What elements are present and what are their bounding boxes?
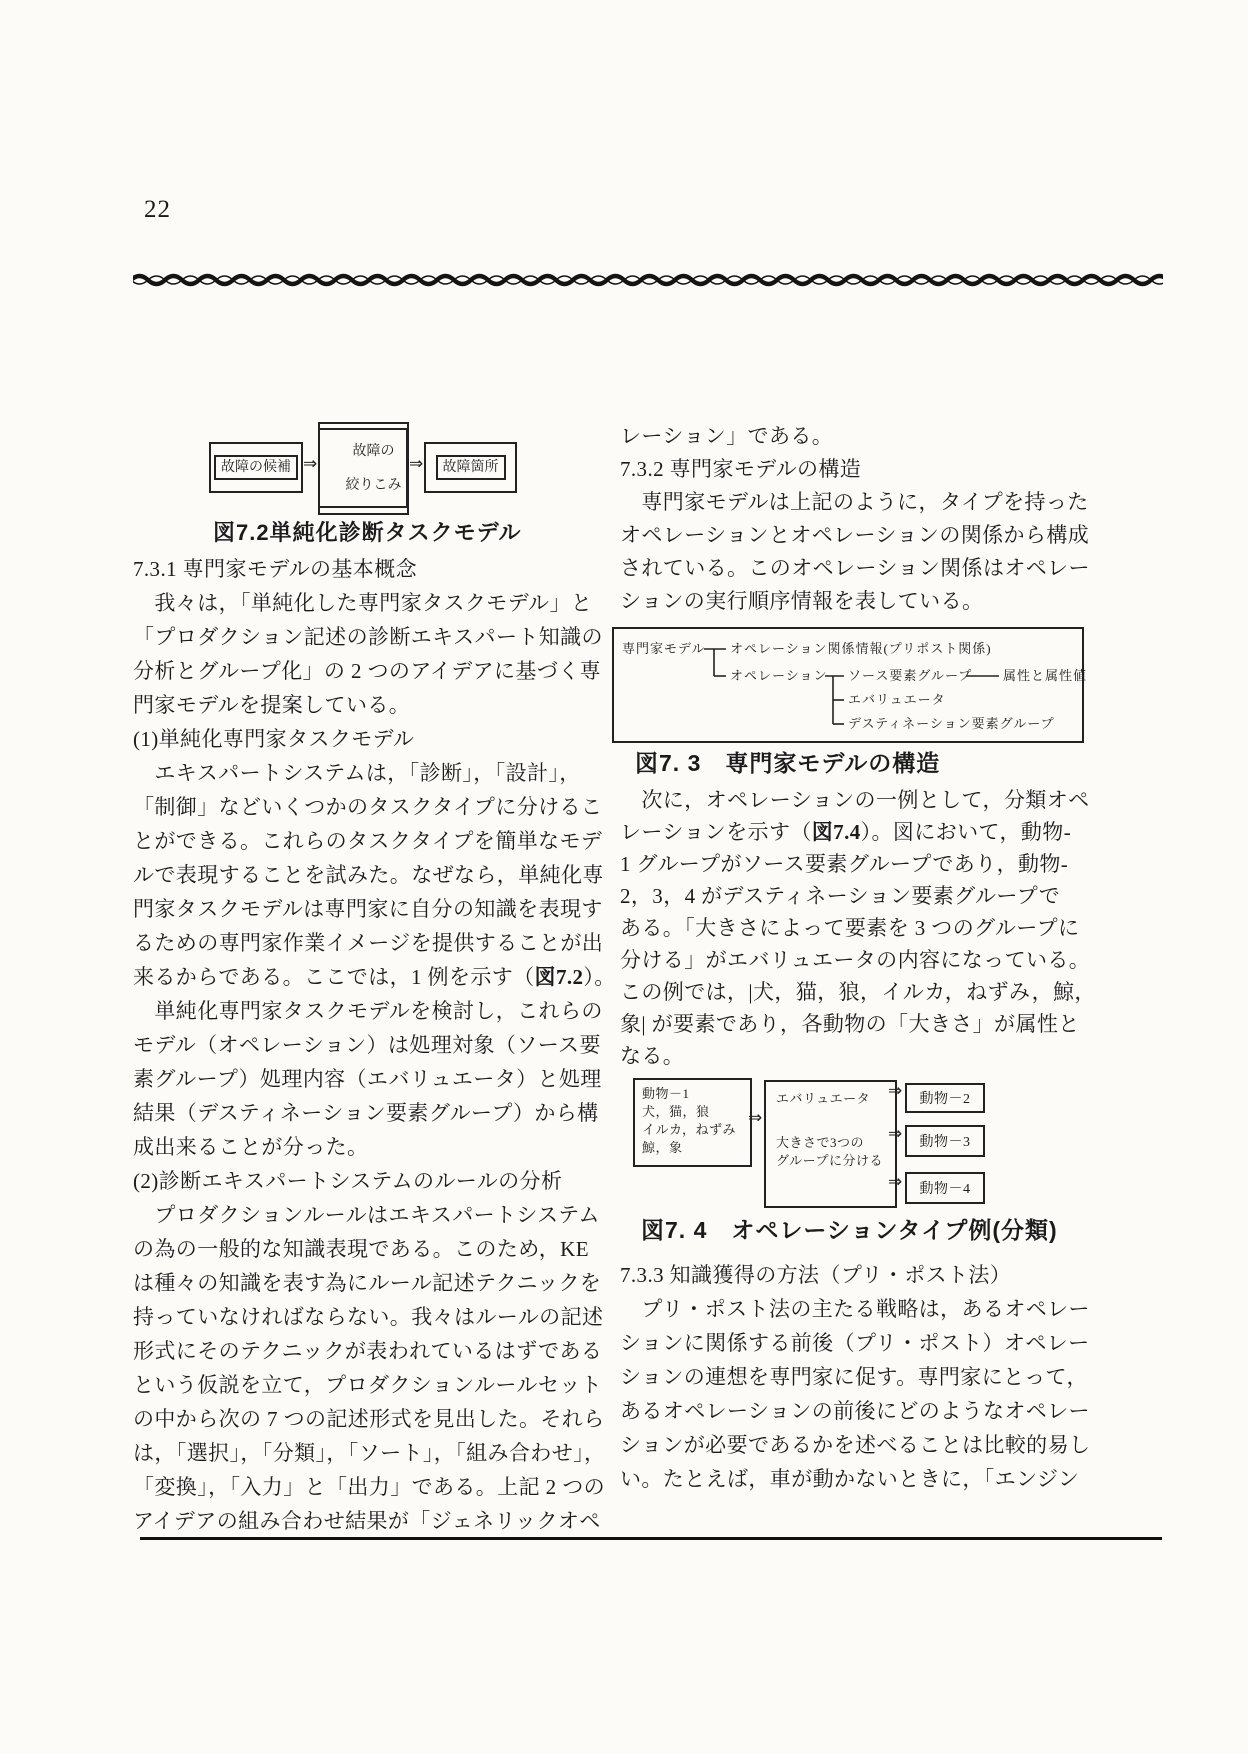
arrow-right-icon: ⇒ [748, 1108, 763, 1128]
text-line: ションが必要であるかを述べることは比較的易し [620, 1433, 1091, 1457]
text-line: 分ける」がエバリュエータの内容になっている。 [620, 948, 1091, 972]
fig72-box-fault-candidates [209, 442, 303, 493]
fig73-panel [612, 627, 1088, 743]
fig74-source-items: 犬，猫，狼 [642, 1104, 710, 1119]
text-line: プリ・ポスト法の主たる戦略は，あるオペレー [620, 1297, 1090, 1321]
text-line: 形式にそのテクニックが表われているはずである [133, 1339, 603, 1363]
fig74-source-items: 鯨，象 [642, 1140, 683, 1155]
text-line: プロダクションルールはエキスパートシステム [133, 1203, 600, 1227]
fig72-caption: 図7.2単純化診断タスクモデル [213, 520, 522, 545]
text-line: この例では，|犬，猫，狼，イルカ，ねずみ，鯨， [620, 980, 1096, 1004]
text-line: 象| が要素であり，各動物の「大きさ」が属性と [620, 1012, 1080, 1036]
fig74-dest-box-2: 動物－2 [905, 1083, 985, 1113]
text-line: の為の一般的な知識表現である。このため，KE [133, 1237, 589, 1261]
text-line: 素グループ）処理内容（エバリュエータ）と処理 [133, 1067, 602, 1091]
text-line: 門家タスクモデルは専門家に自分の知識を表現す [133, 897, 603, 921]
text-line: 我々は，「単純化した専門家タスクモデル」と [133, 591, 593, 615]
fig72-box-label: 故障の [352, 443, 395, 459]
text-line: オペレーションとオペレーションの関係から構成 [620, 523, 1090, 547]
text-line: ションの連想を専門家に促す。専門家にとって， [620, 1365, 1088, 1389]
text-line: 次に，オペレーションの一例として，分類オペ [620, 788, 1090, 812]
fig72-box-label: 絞りこみ [345, 477, 402, 493]
fig72-box-label: 故障の候補 [214, 455, 298, 480]
fig72-box-fault-narrowing [318, 428, 408, 508]
text-line: ある。「大きさによって要素を 3 つのグループに [620, 916, 1080, 940]
text-line: 成出来ることが分った。 [133, 1135, 369, 1159]
arrow-right-icon: ⇒ [888, 1124, 903, 1144]
arrow-right-icon: ⇒ [888, 1081, 903, 1101]
text-line: は種々の知識を表す為にルール記述テクニックを [133, 1271, 602, 1295]
arrow-right-icon: ⇒ [888, 1172, 903, 1192]
arrow-right-icon: ⇒ [303, 454, 318, 474]
text-line: 分析とグループ化」の 2 つのアイデアに基づく専 [133, 659, 602, 683]
text-line: い。たとえば，車が動かないときに，「エンジン [620, 1467, 1080, 1491]
subsection-heading-1: (1)単純化専門家タスクモデル [133, 727, 415, 751]
text-line: 1 グループがソース要素グループであり，動物- [620, 852, 1069, 876]
fig74-caption: 図7. 4 オペレーションタイプ例(分類) [641, 1217, 1058, 1243]
fig73-node-label: オペレーション関係情報(プリポスト関係) [730, 641, 992, 656]
fig74-evaluator-title: エバリュエータ [776, 1091, 871, 1106]
text-line: あるオペレーションの前後にどのようなオペレー [620, 1399, 1090, 1423]
figure-reference: 図7.4 [811, 820, 861, 844]
text-line: なる。 [620, 1044, 685, 1068]
fig74-evaluator-text: 大きさで3つの [776, 1135, 865, 1150]
text-line: の中から次の 7 つの記述形式を見出した。それら [133, 1407, 605, 1431]
fig74-source-items: イルカ，ねずみ [642, 1122, 736, 1137]
fig72-box-fault-location [424, 442, 517, 493]
subsection-heading-2: (2)診断エキスパートシステムのルールの分析 [133, 1169, 563, 1193]
fig74-source-title: 動物－1 [642, 1086, 690, 1101]
text-line: 持っていなければならない。我々はルールの記述 [133, 1305, 604, 1329]
right-column-top-text [620, 420, 1100, 618]
text-line: 結果（デスティネーション要素グループ）から構 [133, 1101, 599, 1125]
text-line: ションの実行順序情報を表している。 [620, 589, 984, 613]
text-line: 専門家モデルは上記のように，タイプを持った [620, 490, 1089, 514]
text-line: ルで表現することを試みた。なぜなら，単純化専 [133, 863, 604, 887]
text-line: 門家モデルを提案している。 [133, 693, 411, 717]
page-number: 22 [144, 196, 171, 223]
fig74-dest-box-4: 動物－4 [905, 1172, 985, 1204]
fig74-diagram [633, 1076, 985, 1204]
text-line: 「プロダクション記述の診断エキスパート知識の [133, 625, 603, 649]
text-segment: ）。 [583, 965, 616, 989]
fig72-diagram [205, 424, 517, 510]
text-line: モデル（オペレーション）は処理対象（ソース要 [133, 1033, 601, 1057]
fig73-node-label: 属性と属性値 [1003, 668, 1088, 683]
fig72-box-label: 故障箇所 [436, 455, 506, 480]
text-line: るための専門家作業イメージを提供することが出 [133, 931, 604, 955]
section-heading-731: 7.3.1 専門家モデルの基本概念 [133, 557, 417, 581]
text-segment: 来るからである。ここでは，1 例を示す（ [133, 965, 535, 989]
rope-divider [133, 272, 1163, 293]
text-line: レーション」である。 [620, 424, 834, 448]
text-line: 「変換」，「入力」と「出力」である。上記 2 つの [133, 1475, 605, 1499]
fig73-node-label: エバリュエータ [848, 692, 946, 707]
figure-reference: 図7.2 [534, 965, 584, 989]
text-line: エキスパートシステムは，「診断」，「設計」， [133, 761, 581, 785]
text-line: 2，3，4 がデスティネーション要素グループで [620, 884, 1061, 908]
text-line-figref [133, 960, 616, 994]
text-segment: レーションを示す（ [620, 820, 812, 844]
text-line: は，「選択」，「分類」，「ソート」，「組み合わせ」， [133, 1441, 606, 1465]
right-column-bottom-text [620, 1258, 1100, 1496]
fig73-node-label: オペレーション [730, 668, 828, 683]
fig74-source-box [633, 1078, 752, 1167]
fig73-caption: 図7. 3 専門家モデルの構造 [635, 750, 941, 776]
text-line-figref [620, 816, 1100, 848]
text-line: とができる。これらのタスクタイプを簡単なモデ [133, 829, 603, 853]
fig74-dest-box-3: 動物－3 [905, 1125, 985, 1157]
text-line: アイデアの組み合わせ結果が「ジェネリックオペ [133, 1509, 601, 1533]
footer-rule [140, 1537, 1162, 1540]
fig74-evaluator-text: グループに分ける [776, 1153, 883, 1168]
fig73-root-label: 専門家モデル [622, 641, 706, 656]
fig74-evaluator-box [764, 1080, 897, 1208]
fig73-node-label: ソース要素グループ [848, 668, 973, 683]
left-column-text [133, 552, 616, 1538]
right-column-mid-text [620, 784, 1100, 1072]
text-line: 「制御」などいくつかのタスクタイプに分けるこ [133, 795, 603, 819]
section-heading-732: 7.3.2 専門家モデルの構造 [620, 457, 862, 481]
text-segment: ）。図において，動物- [860, 820, 1072, 844]
fig73-node-label: デスティネーション要素グループ [848, 716, 1055, 731]
text-line: ションに関係する前後（プリ・ポスト）オペレー [620, 1331, 1090, 1355]
text-line: 単純化専門家タスクモデルを検討し，これらの [133, 999, 603, 1023]
text-line: という仮説を立て，プロダクションルールセット [133, 1373, 603, 1397]
arrow-right-icon: ⇒ [409, 454, 424, 474]
text-line: されている。このオペレーション関係はオペレー [620, 556, 1090, 580]
section-heading-733: 7.3.3 知識獲得の方法（プリ・ポスト法） [620, 1263, 1012, 1287]
